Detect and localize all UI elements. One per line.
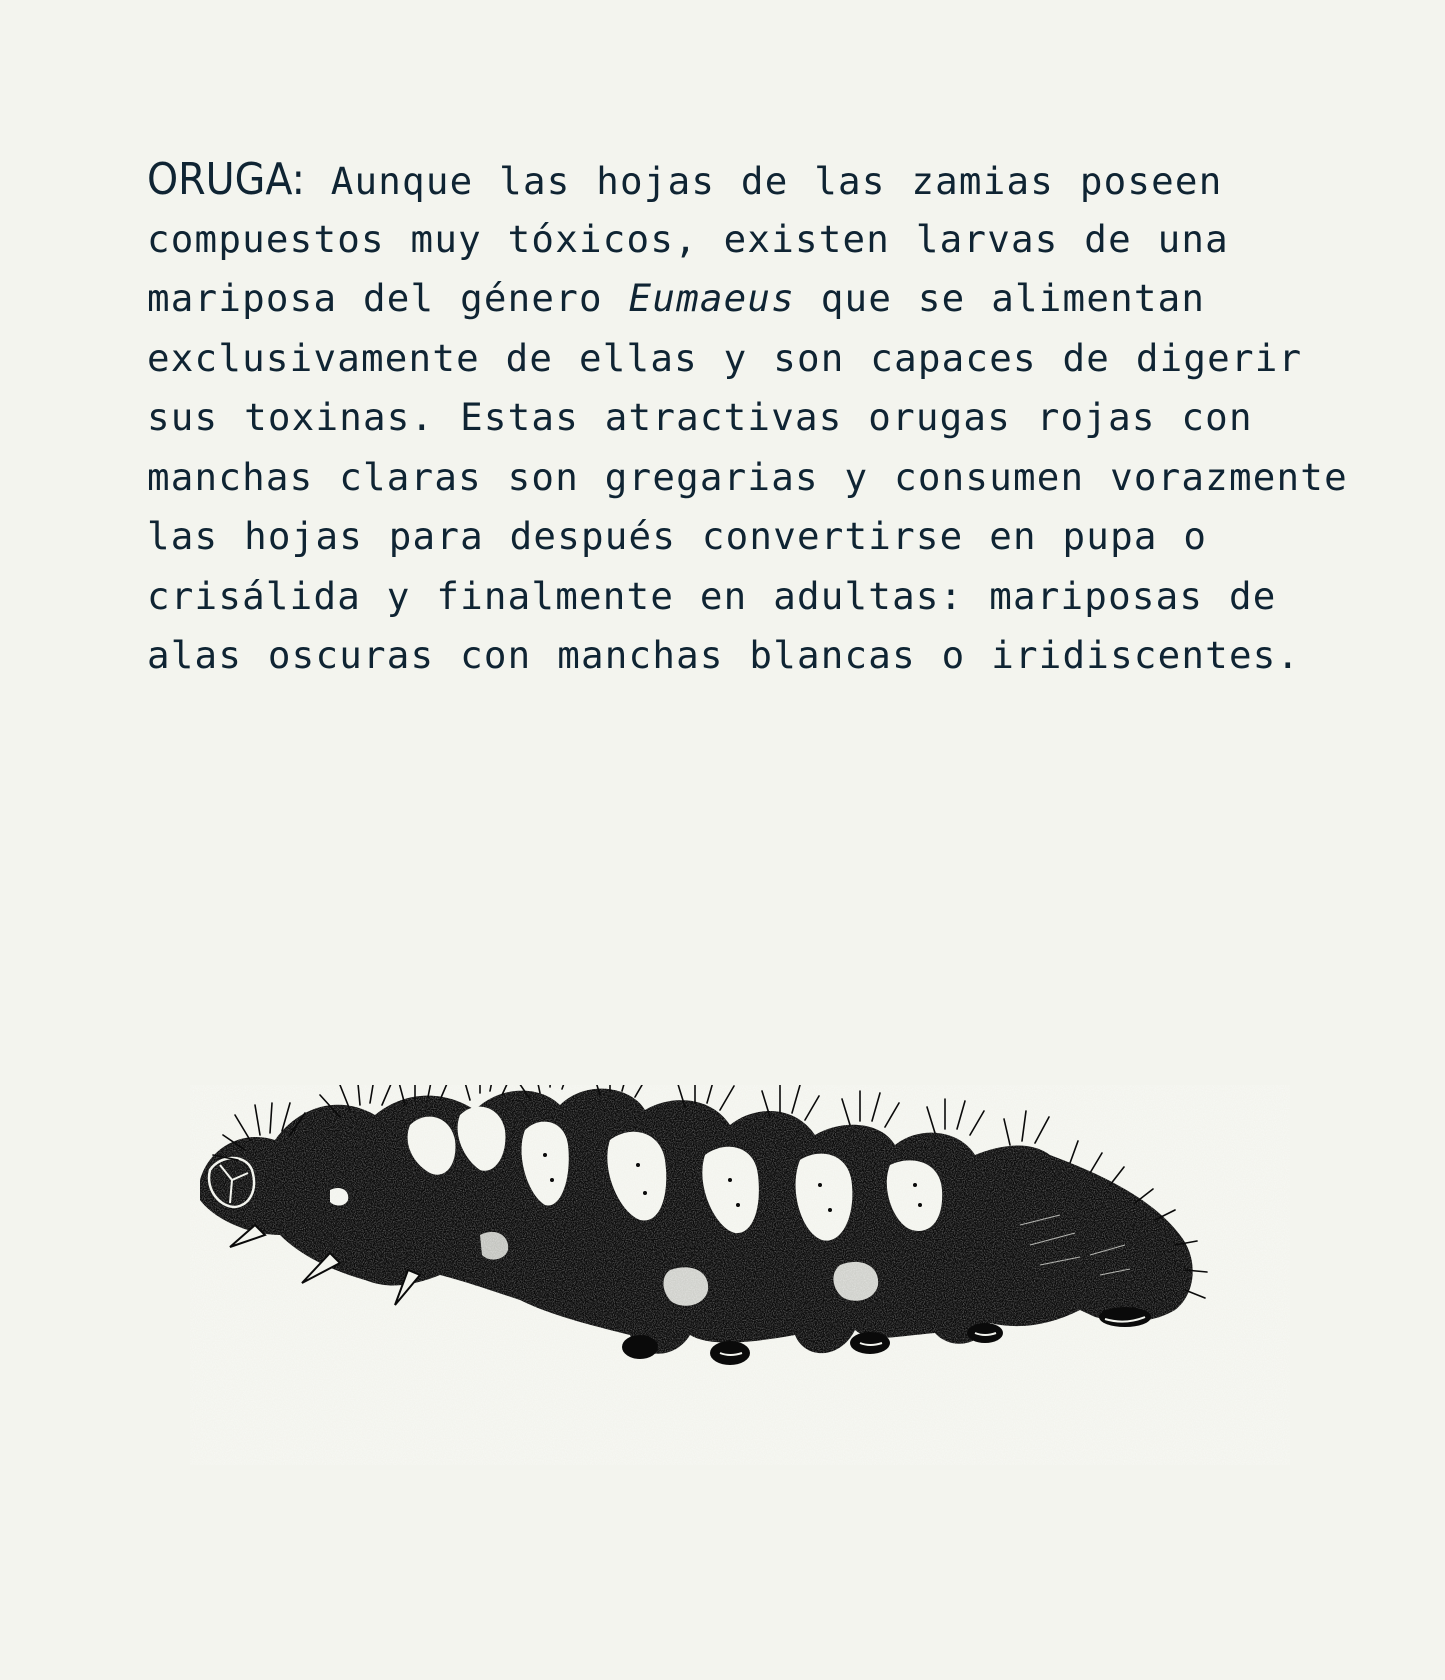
section-label: ORUGA: — [147, 154, 305, 205]
text-line-1 — [147, 150, 1327, 210]
text-line-9: alas oscuras con manchas blancas o iridiscentes. — [147, 633, 1301, 677]
caterpillar-icon — [190, 1085, 1290, 1465]
text-line-6: manchas claras son gregarias y consumen vorazmente — [147, 454, 1348, 499]
text-line-4: exclusivamente de ellas y son capaces de digerir — [147, 335, 1303, 380]
text-line-3 — [147, 269, 1327, 329]
article-paragraph — [147, 150, 1348, 686]
text-span: mariposa del género — [147, 276, 629, 320]
text-line-2: compuestos muy tóxicos, existen larvas de una — [147, 216, 1229, 261]
text-line-7: las hojas para después convertirse en pupa o — [147, 514, 1208, 558]
text-line-5: sus toxinas. Estas atractivas orugas rojas con — [147, 395, 1253, 439]
genus-name: Eumaeus — [628, 276, 795, 320]
text-line-8: crisálida y finalmente en adultas: mariposas de — [147, 573, 1277, 618]
text-span: Aunque las hojas de las zamias poseen — [304, 159, 1223, 203]
caterpillar-illustration — [190, 1085, 1290, 1465]
text-span: que se alimentan — [795, 276, 1206, 320]
